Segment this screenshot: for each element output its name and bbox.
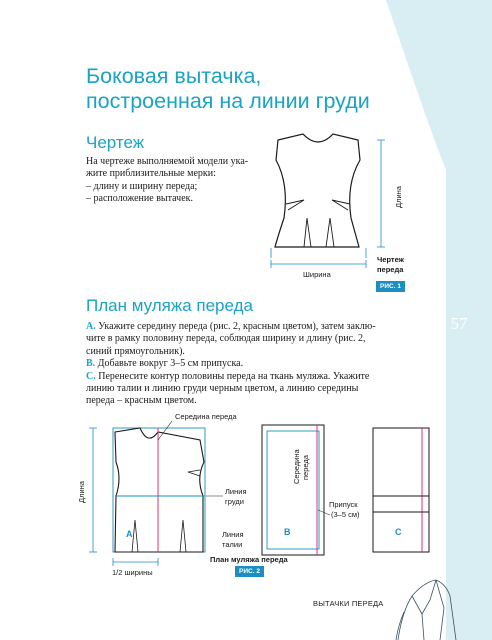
letter-b: B: [284, 527, 291, 537]
label-center-front: Середина переда: [175, 412, 237, 421]
step-a-letter: А.: [86, 321, 96, 332]
panel-b: [262, 425, 330, 555]
label-center-v1: Середина: [292, 449, 301, 484]
text-line: жите приблизительные мерки:: [86, 168, 216, 180]
step-c-text-2: линию талии и линию груди черным цветом, а линию середины: [86, 383, 359, 395]
text-line: – расположение вытачек.: [86, 193, 193, 205]
label-width: Ширина: [303, 270, 331, 279]
page-number: 57: [450, 314, 468, 333]
step-c-text-3: переда – красным цветом.: [86, 395, 197, 407]
label-length: Длина: [394, 186, 403, 208]
title-line-1: Боковая вытачка,: [86, 64, 262, 88]
label-center-v2: переда: [301, 455, 310, 480]
step-a-text: Укажите середину переда (рис. 2, красным цветом), затем заклю-: [98, 321, 376, 332]
fig1-caption-1: Чертеж: [377, 255, 404, 264]
panel-a: [89, 421, 205, 566]
text-line: – длину и ширину переда;: [86, 180, 198, 192]
figure-2-caption: План муляжа переда: [210, 555, 288, 564]
running-footer: ВЫТАЧКИ ПЕРЕДА: [313, 599, 384, 608]
step-a-text-2: чите в рамку половину переда, соблюдая ширину и длину (рис. 2,: [86, 333, 366, 345]
label-waist-1: Линия: [222, 530, 244, 539]
figure-1-badge: РИС. 1: [376, 281, 405, 292]
label-chest-2: груди: [225, 497, 244, 506]
label-allowance-2: (3–5 см): [331, 510, 360, 519]
label-length-2: Длина: [77, 481, 86, 503]
step-a-text-3: синий прямоугольник).: [86, 345, 185, 357]
label-chest-1: Линия: [225, 487, 247, 496]
fig1-caption-2: переда: [377, 265, 404, 274]
section-heading-drawing: Чертеж: [86, 133, 145, 152]
label-allowance-1: Припуск: [329, 500, 358, 509]
step-b-text: Добавьте вокруг 3–5 см припуска.: [97, 358, 244, 370]
section-heading-plan: План муляжа переда: [86, 296, 253, 315]
title-line-2: построенная на линии груди: [86, 89, 370, 113]
letter-c: C: [395, 527, 402, 537]
label-waist-2: талии: [222, 540, 243, 549]
step-c-letter: С.: [86, 370, 96, 382]
letter-a: A: [126, 529, 133, 539]
jacket-sketch-illustration: [396, 580, 456, 640]
figure-2-badge: РИС. 2: [235, 566, 264, 577]
step-b-letter: В.: [86, 358, 96, 370]
step-c-text: Перенесите контур половины переда на ткань муляжа. Укажите: [98, 370, 370, 382]
text-line: На чертеже выполняемой модели ука-: [86, 156, 249, 167]
label-half-width: 1/2 ширины: [112, 568, 153, 577]
